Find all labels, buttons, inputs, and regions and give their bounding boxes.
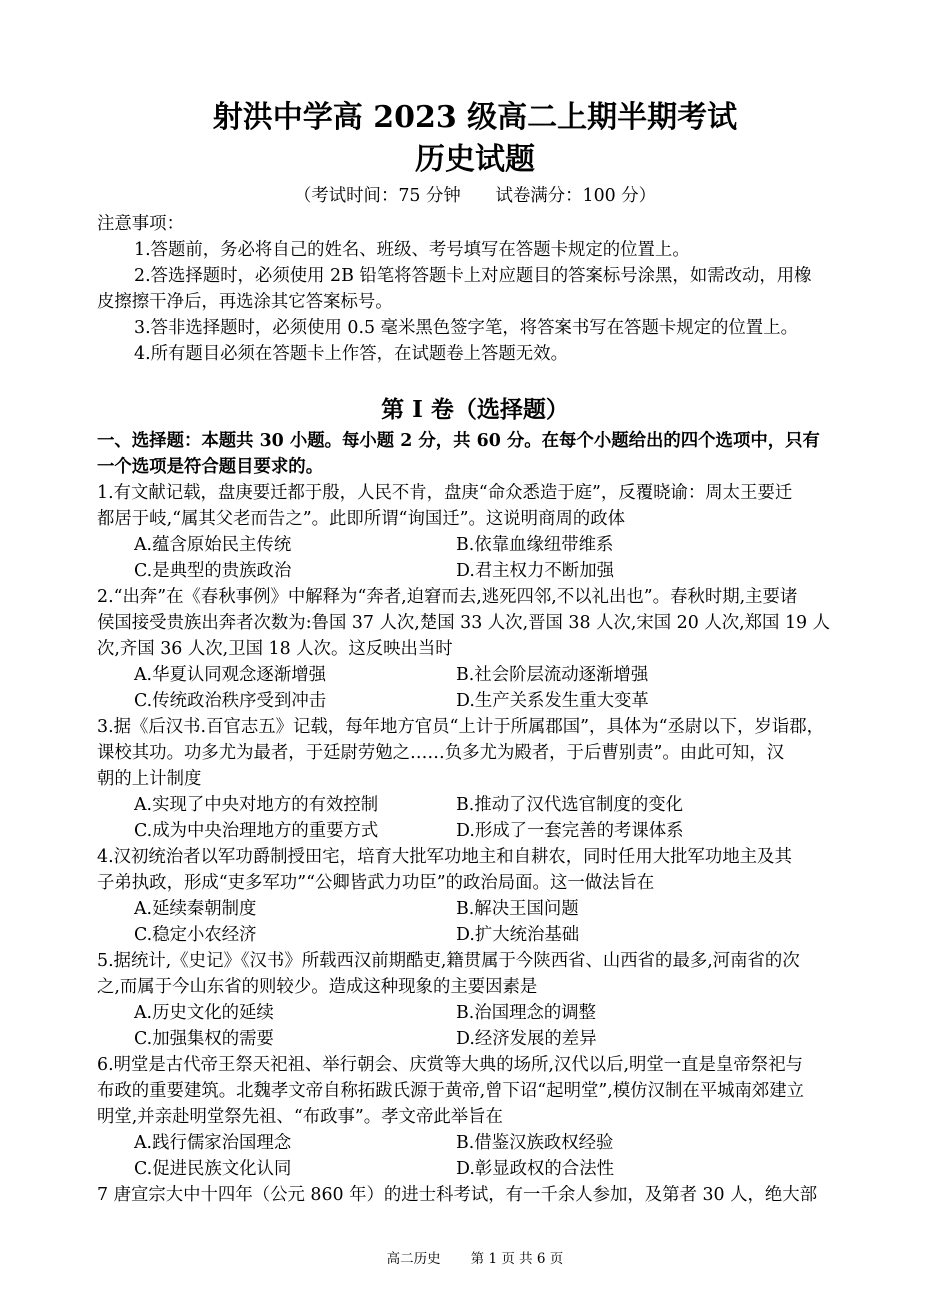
question-4-stem: 4.汉初统治者以军功爵制授田宅，培育大批军功地主和自耕农，同时任用大批军功地主及其 <box>97 847 792 867</box>
question-1-option-b: B.依靠血缘纽带维系 <box>456 535 614 555</box>
section-intro: 一、选择题：本题共 30 小题。每小题 2 分，共 60 分。在每个小题给出的四个选项中，只有 <box>97 431 820 451</box>
exam-info: （考试时间：75 分钟 试卷满分：100 分） <box>293 186 657 206</box>
question-2-option-c: C.传统政治秩序受到冲击 <box>134 691 327 711</box>
question-3-stem: 课校其功。功多尤为最者，于廷尉劳勉之……负多尤为殿者，于后曹别责”。由此可知，汉 <box>97 743 785 763</box>
question-2-option-a: A.华夏认同观念逐渐增强 <box>134 665 326 685</box>
notes-heading: 注意事项： <box>97 214 184 234</box>
question-4-option-d: D.扩大统治基础 <box>456 925 580 945</box>
question-7-stem: 7 唐宣宗大中十四年（公元 860 年）的进士科考试，有一千余人参加，及第者 30 人，绝大部 <box>97 1185 818 1205</box>
question-1-option-c: C.是典型的贵族政治 <box>134 561 292 581</box>
question-3-stem: 朝的上计制度 <box>97 769 202 789</box>
question-3-option-d: D.形成了一套完善的考课体系 <box>456 821 684 841</box>
question-6-stem: 6.明堂是古代帝王祭天祀祖、举行朝会、庆赏等大典的场所,汉代以后,明堂一直是皇帝祭祀与 <box>97 1055 803 1075</box>
question-4-option-c: C.稳定小农经济 <box>134 925 257 945</box>
question-4-option-b: B.解决王国问题 <box>456 899 579 919</box>
question-5-stem: 之,而属于今山东省的则较少。造成这种现象的主要因素是 <box>97 977 538 997</box>
page-footer <box>0 1250 950 1268</box>
question-1-stem: 1.有文献记载，盘庚要迁都于殷，人民不肯，盘庚“命众悉造于庭”，反覆晓谕：周太王要迁 <box>97 483 793 503</box>
question-3-option-a: A.实现了中央对地方的有效控制 <box>134 795 379 815</box>
question-4-option-a: A.延续秦朝制度 <box>134 899 257 919</box>
question-2-stem: 2.“出奔”在《春秋事例》中解释为“奔者,迫窘而去,逃死四邻,不以礼出也”。春秋时期,主要诸 <box>97 587 798 607</box>
exam-title: 射洪中学高 2023 级高二上期半期考试 <box>212 100 738 135</box>
question-1-option-a: A.蕴含原始民主传统 <box>134 535 292 555</box>
footer-subject: 高二历史 <box>386 1251 441 1267</box>
footer-page-number: 第 1 页 共 6 页 <box>470 1251 564 1267</box>
question-3-option-b: B.推动了汉代选官制度的变化 <box>456 795 683 815</box>
question-5-stem: 5.据统计,《史记》《汉书》所载西汉前期酷吏,籍贯属于今陕西省、山西省的最多,河南省的次 <box>97 951 800 971</box>
question-3-stem: 3.据《后汉书.百官志五》记载，每年地方官员“上计于所属郡国”，具体为“丞尉以下，岁诣郡， <box>97 717 825 737</box>
question-6-option-d: D.彰显政权的合法性 <box>456 1159 614 1179</box>
question-2-option-d: D.生产关系发生重大变革 <box>456 691 649 711</box>
question-6-option-a: A.践行儒家治国理念 <box>134 1133 292 1153</box>
section-title: 第 I 卷（选择题） <box>381 396 569 423</box>
note-item-continued: 皮擦擦干净后，再选涂其它答案标号。 <box>97 292 393 312</box>
question-3-option-c: C.成为中央治理地方的重要方式 <box>134 821 379 841</box>
question-1-stem: 都居于岐,“属其父老而告之”。此即所谓“询国迁”。这说明商周的政体 <box>97 509 626 529</box>
exam-subject-title: 历史试题 <box>415 142 535 177</box>
note-item: 1.答题前，务必将自己的姓名、班级、考号填写在答题卡规定的位置上。 <box>134 240 690 260</box>
question-6-option-b: B.借鉴汉族政权经验 <box>456 1133 614 1153</box>
question-6-stem: 明堂,并亲赴明堂祭先祖、“布政事”。孝文帝此举旨在 <box>97 1107 503 1127</box>
note-item: 3.答非选择题时，必须使用 0.5 毫米黑色签字笔，将答案书写在答题卡规定的位置上。 <box>134 318 798 338</box>
question-2-stem: 次,齐国 36 人次,卫国 18 人次。这反映出当时 <box>97 639 453 659</box>
question-6-option-c: C.促进民族文化认同 <box>134 1159 292 1179</box>
question-2-stem: 侯国接受贵族出奔者次数为:鲁国 37 人次,楚国 33 人次,晋国 38 人次,宋国 20 人次,郑国 19 人 <box>97 613 831 633</box>
question-4-stem: 子弟执政，形成“吏多军功”“公卿皆武力功臣”的政治局面。这一做法旨在 <box>97 873 655 893</box>
question-5-option-a: A.历史文化的延续 <box>134 1003 274 1023</box>
note-item: 2.答选择题时，必须使用 2B 铅笔将答题卡上对应题目的答案标号涂黑，如需改动，用橡 <box>134 266 812 286</box>
question-5-option-c: C.加强集权的需要 <box>134 1029 274 1049</box>
question-6-stem: 布政的重要建筑。北魏孝文帝自称拓跋氏源于黄帝,曾下诏“起明堂”,模仿汉制在平城南郊建立 <box>97 1081 805 1101</box>
question-5-option-b: B.治国理念的调整 <box>456 1003 597 1023</box>
section-intro: 一个选项是符合题目要求的。 <box>97 457 324 477</box>
question-2-option-b: B.社会阶层流动逐渐增强 <box>456 665 649 685</box>
question-5-option-d: D.经济发展的差异 <box>456 1029 597 1049</box>
question-1-option-d: D.君主权力不断加强 <box>456 561 614 581</box>
note-item: 4.所有题目必须在答题卡上作答，在试题卷上答题无效。 <box>134 344 568 364</box>
